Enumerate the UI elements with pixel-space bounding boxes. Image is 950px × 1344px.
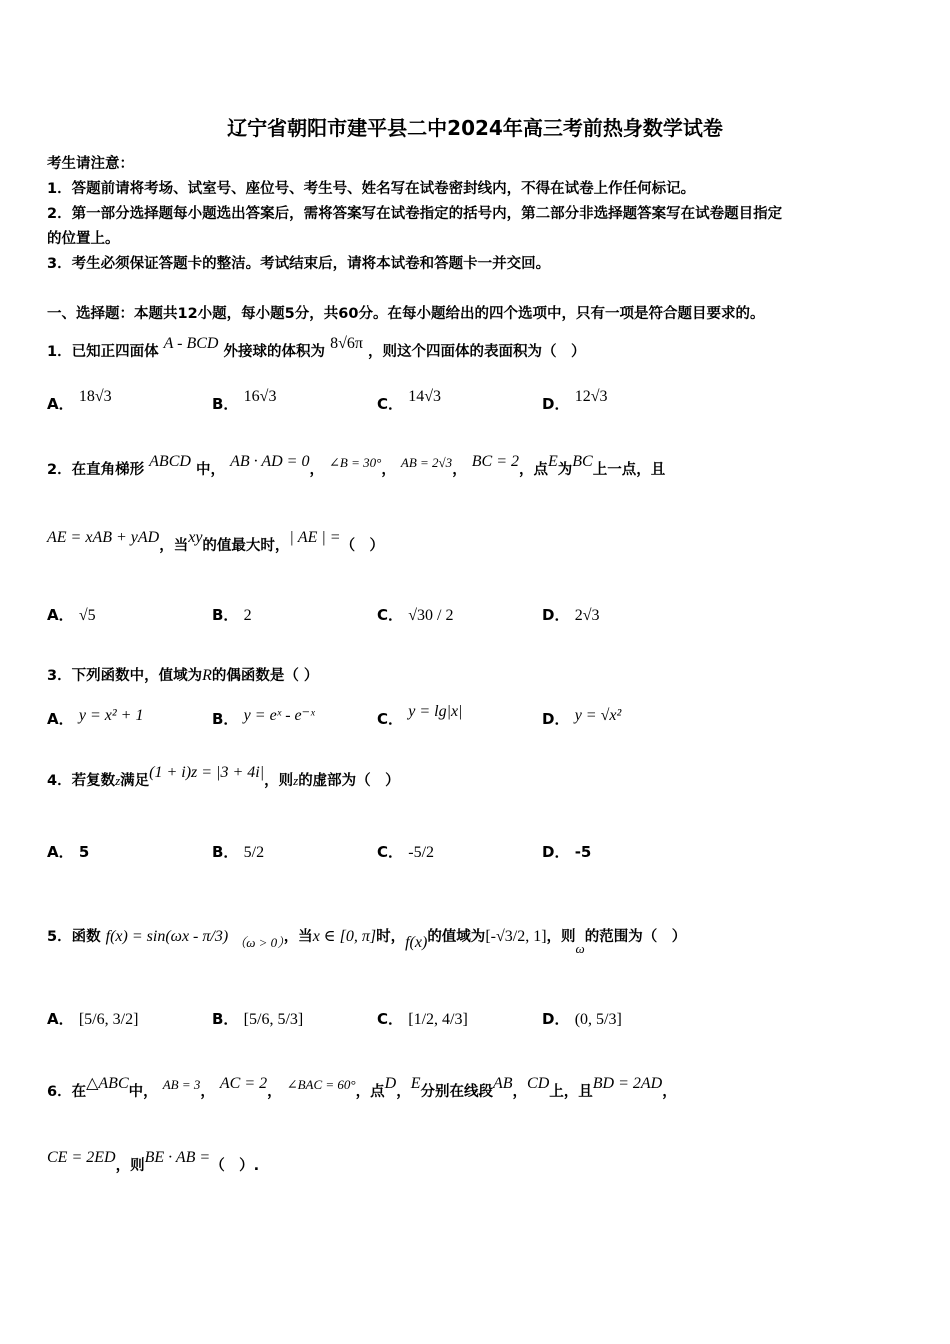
q2-text: ，点 <box>519 462 548 478</box>
notice-item: 的位置上。 <box>47 231 120 247</box>
option-value: √5 <box>78 607 96 624</box>
q5-fx: f(x) <box>405 934 428 951</box>
option-value: 5/2 <box>243 844 265 861</box>
option-label: C． <box>377 606 404 624</box>
q2-bc: BC = 2 <box>471 453 519 470</box>
option-value: 12√3 <box>574 388 608 405</box>
question-5 <box>47 925 687 956</box>
option-label: C． <box>377 710 404 728</box>
q2-bc2: BC <box>572 453 593 470</box>
q2-option-b[interactable] <box>212 604 252 625</box>
option-value: √30 / 2 <box>408 607 454 624</box>
q6-text: 中， <box>128 1084 158 1100</box>
q5-function: f(x) = sin(ωx - π/3) <box>105 928 229 945</box>
q2-vector-eq: AE = xAB + yAD <box>47 529 160 546</box>
option-label: D． <box>542 710 570 728</box>
q2-option-c[interactable] <box>377 604 453 625</box>
q6-bd: BD = 2AD <box>592 1075 663 1092</box>
q6-ab2: AB <box>492 1075 513 1092</box>
q2-text: ，当 <box>159 538 189 554</box>
option-value: (0, 5/3] <box>574 1011 622 1028</box>
q2-option-a[interactable] <box>47 604 96 625</box>
q2-xy: xy <box>188 529 203 546</box>
q5-prefix: 5．函数 <box>47 929 101 945</box>
option-label: C． <box>377 395 404 413</box>
option-value: [5/6, 3/2] <box>78 1011 139 1028</box>
q3-r: R <box>202 667 212 684</box>
q3-prefix: 3．下列函数中，值域为 <box>47 668 203 684</box>
question-4 <box>47 764 400 790</box>
q6-text: 分别在线段 <box>420 1084 493 1100</box>
option-value: y = eˣ - e⁻ˣ <box>243 707 315 724</box>
q2-prefix: 2．在直角梯形 <box>47 462 145 478</box>
q2-e: E <box>548 453 558 470</box>
page-title: 辽宁省朝阳市建平县二中2024年高三考前热身数学试卷 <box>227 116 723 140</box>
option-value: -5 <box>574 843 592 861</box>
q4-option-d[interactable] <box>542 841 591 862</box>
option-label: B． <box>212 1010 239 1028</box>
q3-suffix: 的偶函数是（ ） <box>211 668 319 684</box>
question-6-line2 <box>47 1149 260 1175</box>
q5-range: [-√3/2, 1] <box>485 928 547 945</box>
q2-text: 上一点，且 <box>592 462 666 478</box>
notice-heading: 考生请注意： <box>47 156 134 172</box>
option-label: A． <box>47 710 74 728</box>
q6-text: ，则 <box>115 1158 145 1174</box>
q2-abs-ae: | AE | = <box>289 529 341 546</box>
q2-dot-product: AB · AD = 0 <box>230 453 310 470</box>
q5-option-c[interactable] <box>377 1008 468 1029</box>
q1-option-a[interactable] <box>47 388 112 414</box>
q4-option-a[interactable] <box>47 841 89 862</box>
q6-cd: CD <box>527 1075 550 1092</box>
q6-ce: CE = 2ED <box>47 1149 116 1166</box>
option-label: A． <box>47 606 74 624</box>
q1-tetra: A - BCD <box>163 335 219 352</box>
option-value: 18√3 <box>78 388 112 405</box>
option-label: D． <box>542 843 570 861</box>
option-label: B． <box>212 395 239 413</box>
q5-option-a[interactable] <box>47 1008 138 1029</box>
option-label: A． <box>47 1010 74 1028</box>
option-value: 2√3 <box>574 607 600 624</box>
q6-d: D <box>384 1075 397 1092</box>
option-value: 16√3 <box>243 388 277 405</box>
q1-option-c[interactable] <box>377 388 442 414</box>
option-label: C． <box>377 843 404 861</box>
q6-e: E <box>410 1075 421 1092</box>
q6-product: BE · AB = <box>144 1149 211 1166</box>
q4-prefix: 4．若复数 <box>47 773 116 789</box>
q2-text: （ ） <box>340 538 385 554</box>
q5-suffix: 的范围为（ ） <box>584 929 687 945</box>
option-label: D． <box>542 606 570 624</box>
option-label: A． <box>47 843 74 861</box>
option-label: B． <box>212 606 239 624</box>
option-label: D． <box>542 395 570 413</box>
q3-option-a[interactable] <box>47 708 143 729</box>
section-heading: 一、选择题：本题共12小题，每小题5分，共60分。在每小题给出的四个选项中，只有一项是符合题目要求的。 <box>47 306 765 322</box>
option-value: 5 <box>78 843 90 861</box>
option-label: C． <box>377 1010 404 1028</box>
q1-suffix: ，则这个四面体的表面积为（ ） <box>368 344 586 360</box>
q1-option-d[interactable] <box>542 388 608 414</box>
q4-z: z <box>115 773 121 788</box>
notice-item: 1．答题前请将考场、试室号、座位号、考生号、姓名写在试卷密封线内，不得在试卷上作任何标记。 <box>47 181 696 197</box>
option-value: 14√3 <box>408 388 442 405</box>
q5-text: ，则 <box>546 929 576 945</box>
notice-item: 3．考生必须保证答题卡的整洁。考试结束后，请将本试卷和答题卡一并交回。 <box>47 256 551 272</box>
q2-text: 的值最大时， <box>202 538 290 554</box>
q4-suffix: 的虚部为（ ） <box>298 773 400 789</box>
q2-ab: AB = 2√3 <box>400 455 453 470</box>
q6-text: 上，且 <box>549 1084 593 1100</box>
q5-w: ω <box>575 941 585 956</box>
q4-text: ，则 <box>264 773 294 789</box>
q6-angle: ∠BAC = 60° <box>286 1077 356 1092</box>
q4-equation: (1 + i)z = |3 + 4i| <box>149 764 265 781</box>
q2-option-d[interactable] <box>542 604 599 625</box>
q5-omega: （ω > 0） <box>233 935 284 950</box>
question-3 <box>47 664 318 685</box>
notice-item: 2．第一部分选择题每小题选出答案后，需将答案写在试卷指定的括号内，第二部分非选择题答案写在试卷题目指定 <box>47 206 783 222</box>
q5-option-d[interactable] <box>542 1008 622 1029</box>
q4-z2: z <box>293 773 299 788</box>
q5-domain: x ∈ [0, π] <box>312 928 377 945</box>
option-value: y = lg|x| <box>408 703 463 720</box>
q4-text: 满足 <box>120 773 150 789</box>
q6-prefix: 6．在 <box>47 1084 87 1100</box>
option-label: D． <box>542 1010 570 1028</box>
q1-prefix: 1．已知正四面体 <box>47 344 159 360</box>
q1-option-b[interactable] <box>212 388 277 414</box>
option-label: A． <box>47 395 74 413</box>
q6-ac: AC = 2 <box>219 1075 268 1092</box>
question-2-line2 <box>47 529 385 555</box>
q6-paren: （ ）. <box>210 1158 260 1174</box>
question-1 <box>47 335 586 361</box>
question-6: 6．在△ABC中， AB = 3， AC = 2， ∠BAC = 60°，点D，E分别在线段AB，CD上，且BD = 2AD， <box>47 1075 677 1100</box>
q6-triangle: △ABC <box>86 1075 129 1092</box>
option-value: y = x² + 1 <box>78 707 144 724</box>
q6-ab: AB = 3 <box>162 1077 201 1092</box>
question-2: 2．在直角梯形 ABCD 中， AB · AD = 0， ∠B = 30°， AB = 2√3， BC = 2，点E为BC上一点，且 <box>47 453 666 478</box>
option-value: -5/2 <box>408 844 435 861</box>
q2-abcd: ABCD <box>149 453 191 470</box>
q2-text: 中， <box>196 462 225 478</box>
option-label: B． <box>212 843 239 861</box>
q3-option-d[interactable] <box>542 708 621 729</box>
option-value: [5/6, 5/3] <box>243 1011 304 1028</box>
q6-text: ，点 <box>355 1084 385 1100</box>
option-value: [1/2, 4/3] <box>408 1011 468 1028</box>
q1-mid: 外接球的体积为 <box>223 344 326 360</box>
q5-text: 时， <box>376 929 406 945</box>
option-value: y = √x² <box>574 707 622 724</box>
q4-option-c[interactable] <box>377 841 434 862</box>
q1-volume: 8√6π <box>330 335 363 352</box>
option-value: 2 <box>243 607 252 624</box>
q2-angle: ∠B = 30° <box>329 455 382 470</box>
option-label: B． <box>212 710 239 728</box>
q3-option-c[interactable] <box>377 703 463 729</box>
q5-text: 的值域为 <box>427 929 486 945</box>
q2-text: 为 <box>557 462 573 478</box>
q5-option-b[interactable] <box>212 1008 303 1029</box>
q5-text: ，当 <box>283 929 313 945</box>
q4-option-b[interactable] <box>212 841 264 862</box>
q3-option-b[interactable] <box>212 708 315 729</box>
